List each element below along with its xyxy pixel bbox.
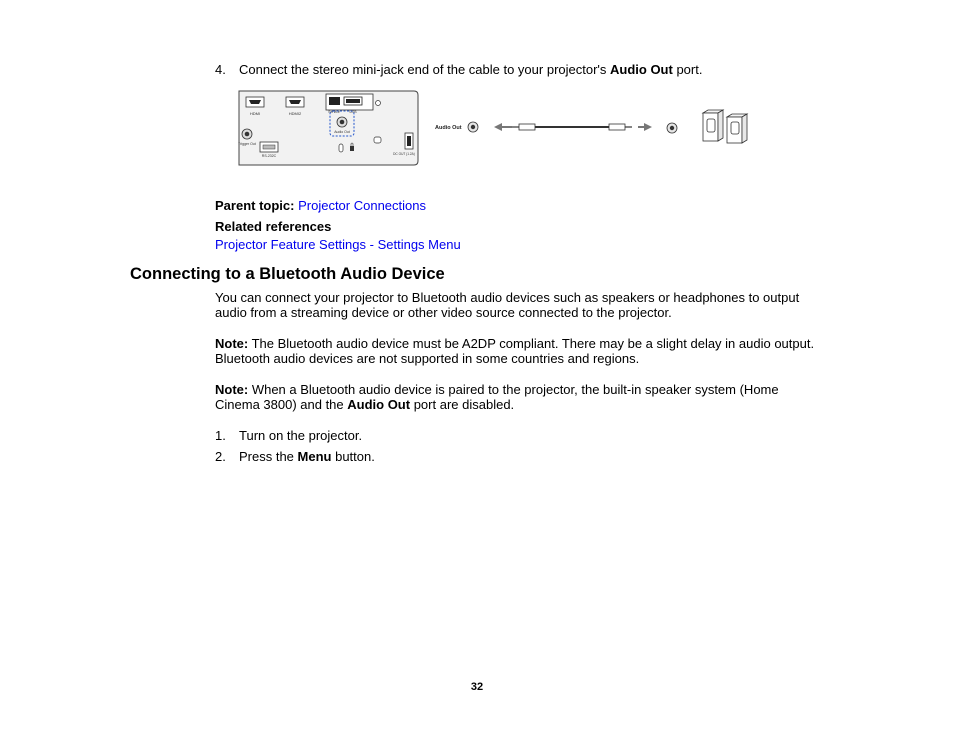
speakers-icon	[703, 110, 747, 143]
note-2-line-2: Cinema 3800) and the	[215, 397, 348, 412]
hdmi2-label: HDMI2	[288, 111, 302, 116]
note-1-line-1: The Bluetooth audio device must be A2DP compliant. There may be a slight delay in audio output.	[248, 336, 815, 351]
note-1	[215, 336, 814, 366]
usb-label: USB	[349, 110, 357, 114]
hdmi1-label: HDMI	[249, 111, 261, 116]
parent-topic-label: Parent topic:	[215, 198, 295, 213]
step-number: 1.	[215, 428, 226, 443]
settings-menu-link[interactable]: Projector Feature Settings - Settings Menu	[215, 237, 461, 252]
audio-out-port-icon	[468, 122, 478, 132]
menu-button-name: Menu	[297, 449, 332, 464]
intro-line-1: You can connect your projector to Bluetooth audio devices such as speakers or headphones to output	[215, 290, 800, 305]
step-number: 2.	[215, 449, 226, 464]
trigger-out-label: Trigger Out	[238, 142, 256, 146]
step-text-end: button.	[331, 449, 375, 464]
note-2-label: Note:	[215, 382, 249, 397]
step-4	[215, 62, 702, 77]
audio-out-connection-illustration	[236, 88, 758, 168]
section-title: Connecting to a Bluetooth Audio Device	[130, 265, 445, 283]
step-text-end: port.	[672, 62, 703, 77]
note-1-line-2: Bluetooth audio devices are not supported in some countries and regions.	[215, 351, 640, 366]
step-number: 4.	[215, 62, 226, 77]
note-2-line-1: When a Bluetooth audio device is paired to the projector, the built-in speaker system (Home	[248, 382, 779, 397]
step-text: Connect the stereo mini-jack end of the cable to your projector's	[239, 62, 611, 77]
service-label: Service	[328, 110, 340, 114]
step-1	[215, 428, 362, 443]
projector-rear-panel	[238, 91, 418, 165]
step-2	[215, 449, 375, 464]
step-bold: Audio Out	[610, 62, 673, 77]
intro-line-2: audio from a streaming device or other video source connected to the projector.	[215, 305, 672, 320]
rs232c-label: RS-232C	[261, 154, 277, 158]
speaker-input-port-icon	[667, 123, 677, 133]
stereo-mini-jack-cable	[494, 123, 652, 131]
parent-topic	[215, 198, 426, 213]
page-number: 32	[470, 681, 484, 693]
projector-connections-link[interactable]: Projector Connections	[298, 198, 426, 213]
audio-out-port-label: Audio Out	[334, 130, 350, 134]
note-2-line-2-end: port are disabled.	[410, 397, 515, 412]
step-text: Turn on the projector.	[239, 428, 363, 443]
note-2	[215, 382, 779, 412]
audio-out-cable-label: Audio Out	[435, 125, 462, 131]
note-2-bold: Audio Out	[347, 397, 411, 412]
dc-out-label: DC OUT (1.2A)	[393, 152, 415, 156]
related-references-heading: Related references	[215, 219, 332, 234]
intro-paragraph	[215, 290, 799, 320]
note-1-label: Note:	[215, 336, 249, 351]
step-text: Press the	[239, 449, 298, 464]
